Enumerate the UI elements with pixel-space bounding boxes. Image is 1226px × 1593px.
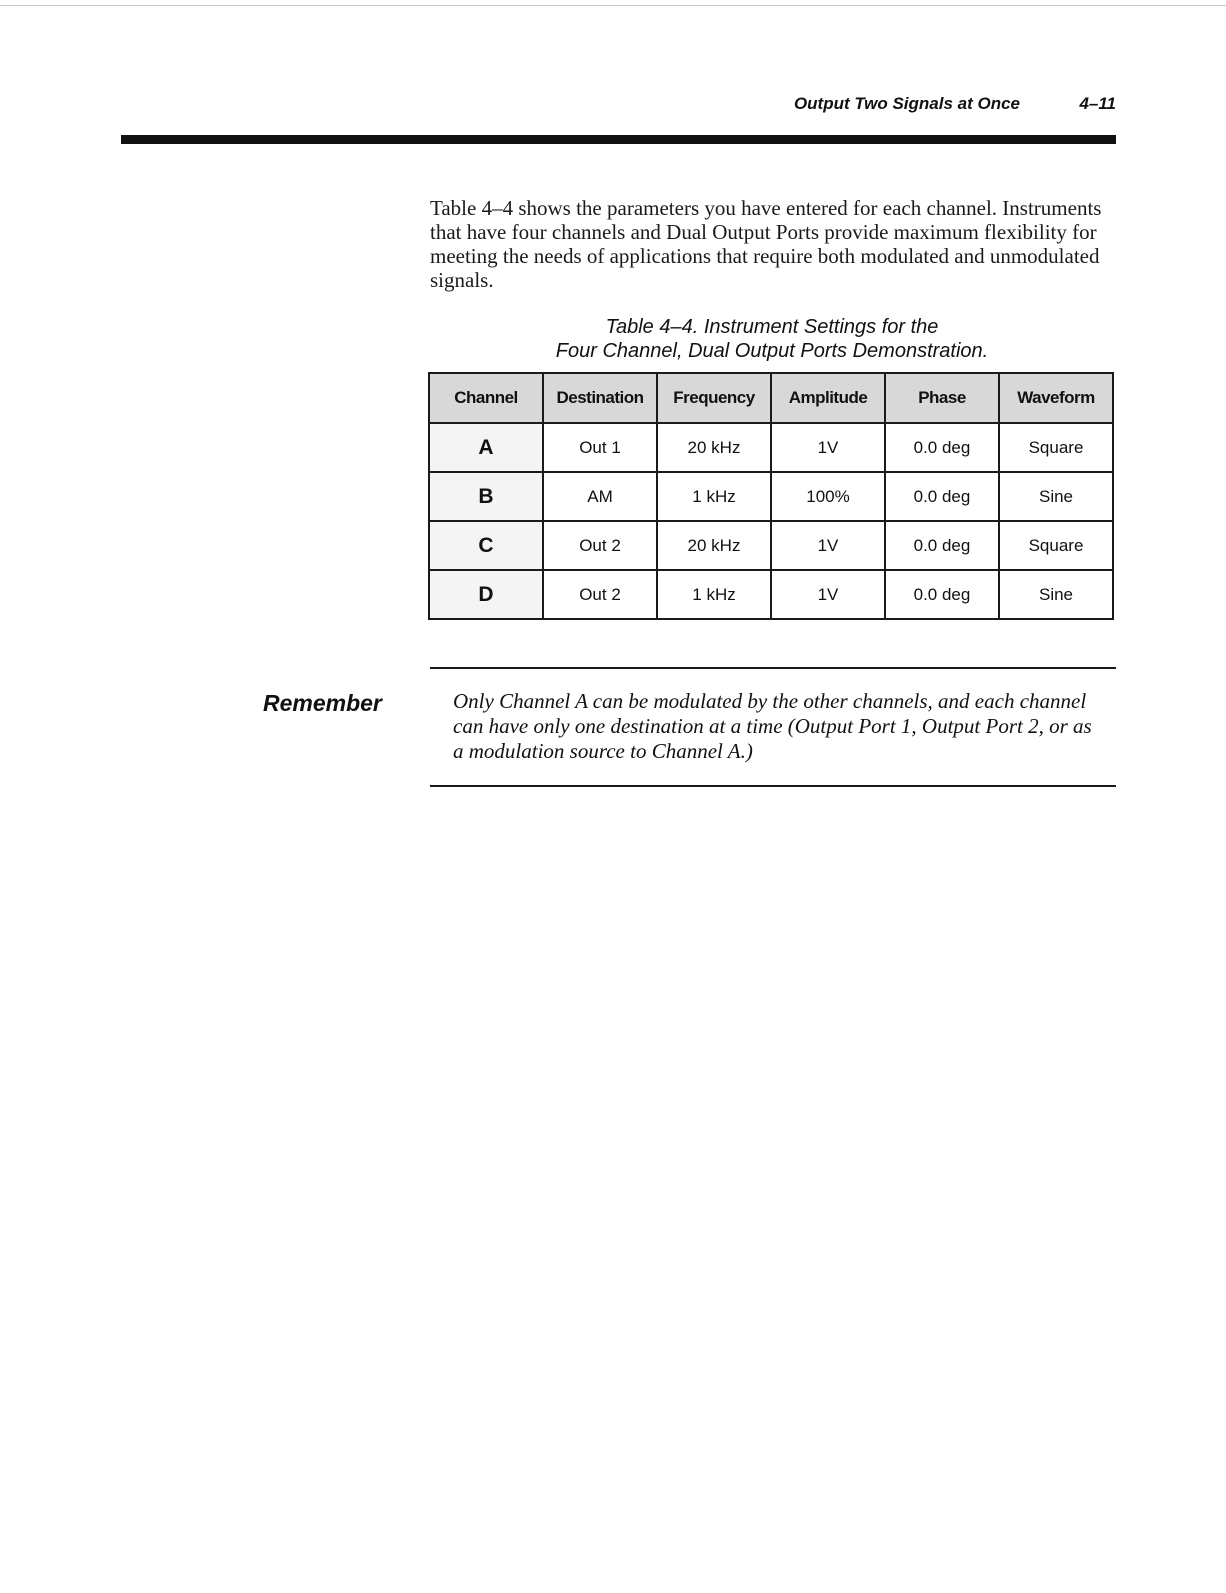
- channel-cell: C: [429, 521, 543, 570]
- column-header-phase: Phase: [885, 373, 999, 423]
- frequency-cell: 1 kHz: [657, 472, 771, 521]
- page-number: 4–11: [1079, 94, 1116, 113]
- table-row: [429, 472, 1113, 521]
- amplitude-cell: 100%: [771, 472, 885, 521]
- table-row: [429, 423, 1113, 472]
- header-rule: [121, 135, 1116, 144]
- destination-cell: AM: [543, 472, 657, 521]
- phase-cell: 0.0 deg: [885, 472, 999, 521]
- column-header-amplitude: Amplitude: [771, 373, 885, 423]
- section-title: Output Two Signals at Once: [793, 94, 1020, 113]
- waveform-cell: Square: [999, 423, 1113, 472]
- waveform-cell: Sine: [999, 472, 1113, 521]
- column-header-destination: Destination: [543, 373, 657, 423]
- table-caption-line-1: Table 4–4. Instrument Settings for the: [605, 316, 939, 338]
- column-header-waveform: Waveform: [999, 373, 1113, 423]
- channel-cell: A: [429, 423, 543, 472]
- waveform-cell: Sine: [999, 570, 1113, 619]
- waveform-cell: Square: [999, 521, 1113, 570]
- table-caption: [430, 315, 1114, 363]
- phase-cell: 0.0 deg: [885, 521, 999, 570]
- remember-label: Remember: [263, 690, 382, 716]
- frequency-cell: 20 kHz: [657, 423, 771, 472]
- table-row: [429, 570, 1113, 619]
- table-row: [429, 521, 1113, 570]
- frequency-cell: 1 kHz: [657, 570, 771, 619]
- phase-cell: 0.0 deg: [885, 423, 999, 472]
- table-header-row: [429, 373, 1113, 423]
- destination-cell: Out 2: [543, 570, 657, 619]
- channel-cell: B: [429, 472, 543, 521]
- column-header-channel: Channel: [429, 373, 543, 423]
- instrument-settings-table: [428, 372, 1114, 620]
- scan-edge-line: [0, 5, 1226, 6]
- phase-cell: 0.0 deg: [885, 570, 999, 619]
- remember-bottom-rule: [430, 785, 1116, 787]
- table-caption-line-2: Four Channel, Dual Output Ports Demonstration.: [555, 340, 989, 362]
- remember-note: Only Channel A can be modulated by the other channels, and each channel can have only one destination at a time (Output Port 1, Output Port 2, or as a modulation source to Channel A.): [453, 689, 1092, 763]
- amplitude-cell: 1V: [771, 570, 885, 619]
- frequency-cell: 20 kHz: [657, 521, 771, 570]
- column-header-frequency: Frequency: [657, 373, 771, 423]
- intro-paragraph: Table 4–4 shows the parameters you have entered for each channel. Instruments that have four channels and Dual Output Ports provide maximum flexibility for meeting the needs of applications that require both modulated and unmodulated signals.: [430, 196, 1102, 292]
- amplitude-cell: 1V: [771, 521, 885, 570]
- destination-cell: Out 2: [543, 521, 657, 570]
- channel-cell: D: [429, 570, 543, 619]
- destination-cell: Out 1: [543, 423, 657, 472]
- amplitude-cell: 1V: [771, 423, 885, 472]
- remember-top-rule: [430, 667, 1116, 669]
- running-header: [600, 94, 1116, 120]
